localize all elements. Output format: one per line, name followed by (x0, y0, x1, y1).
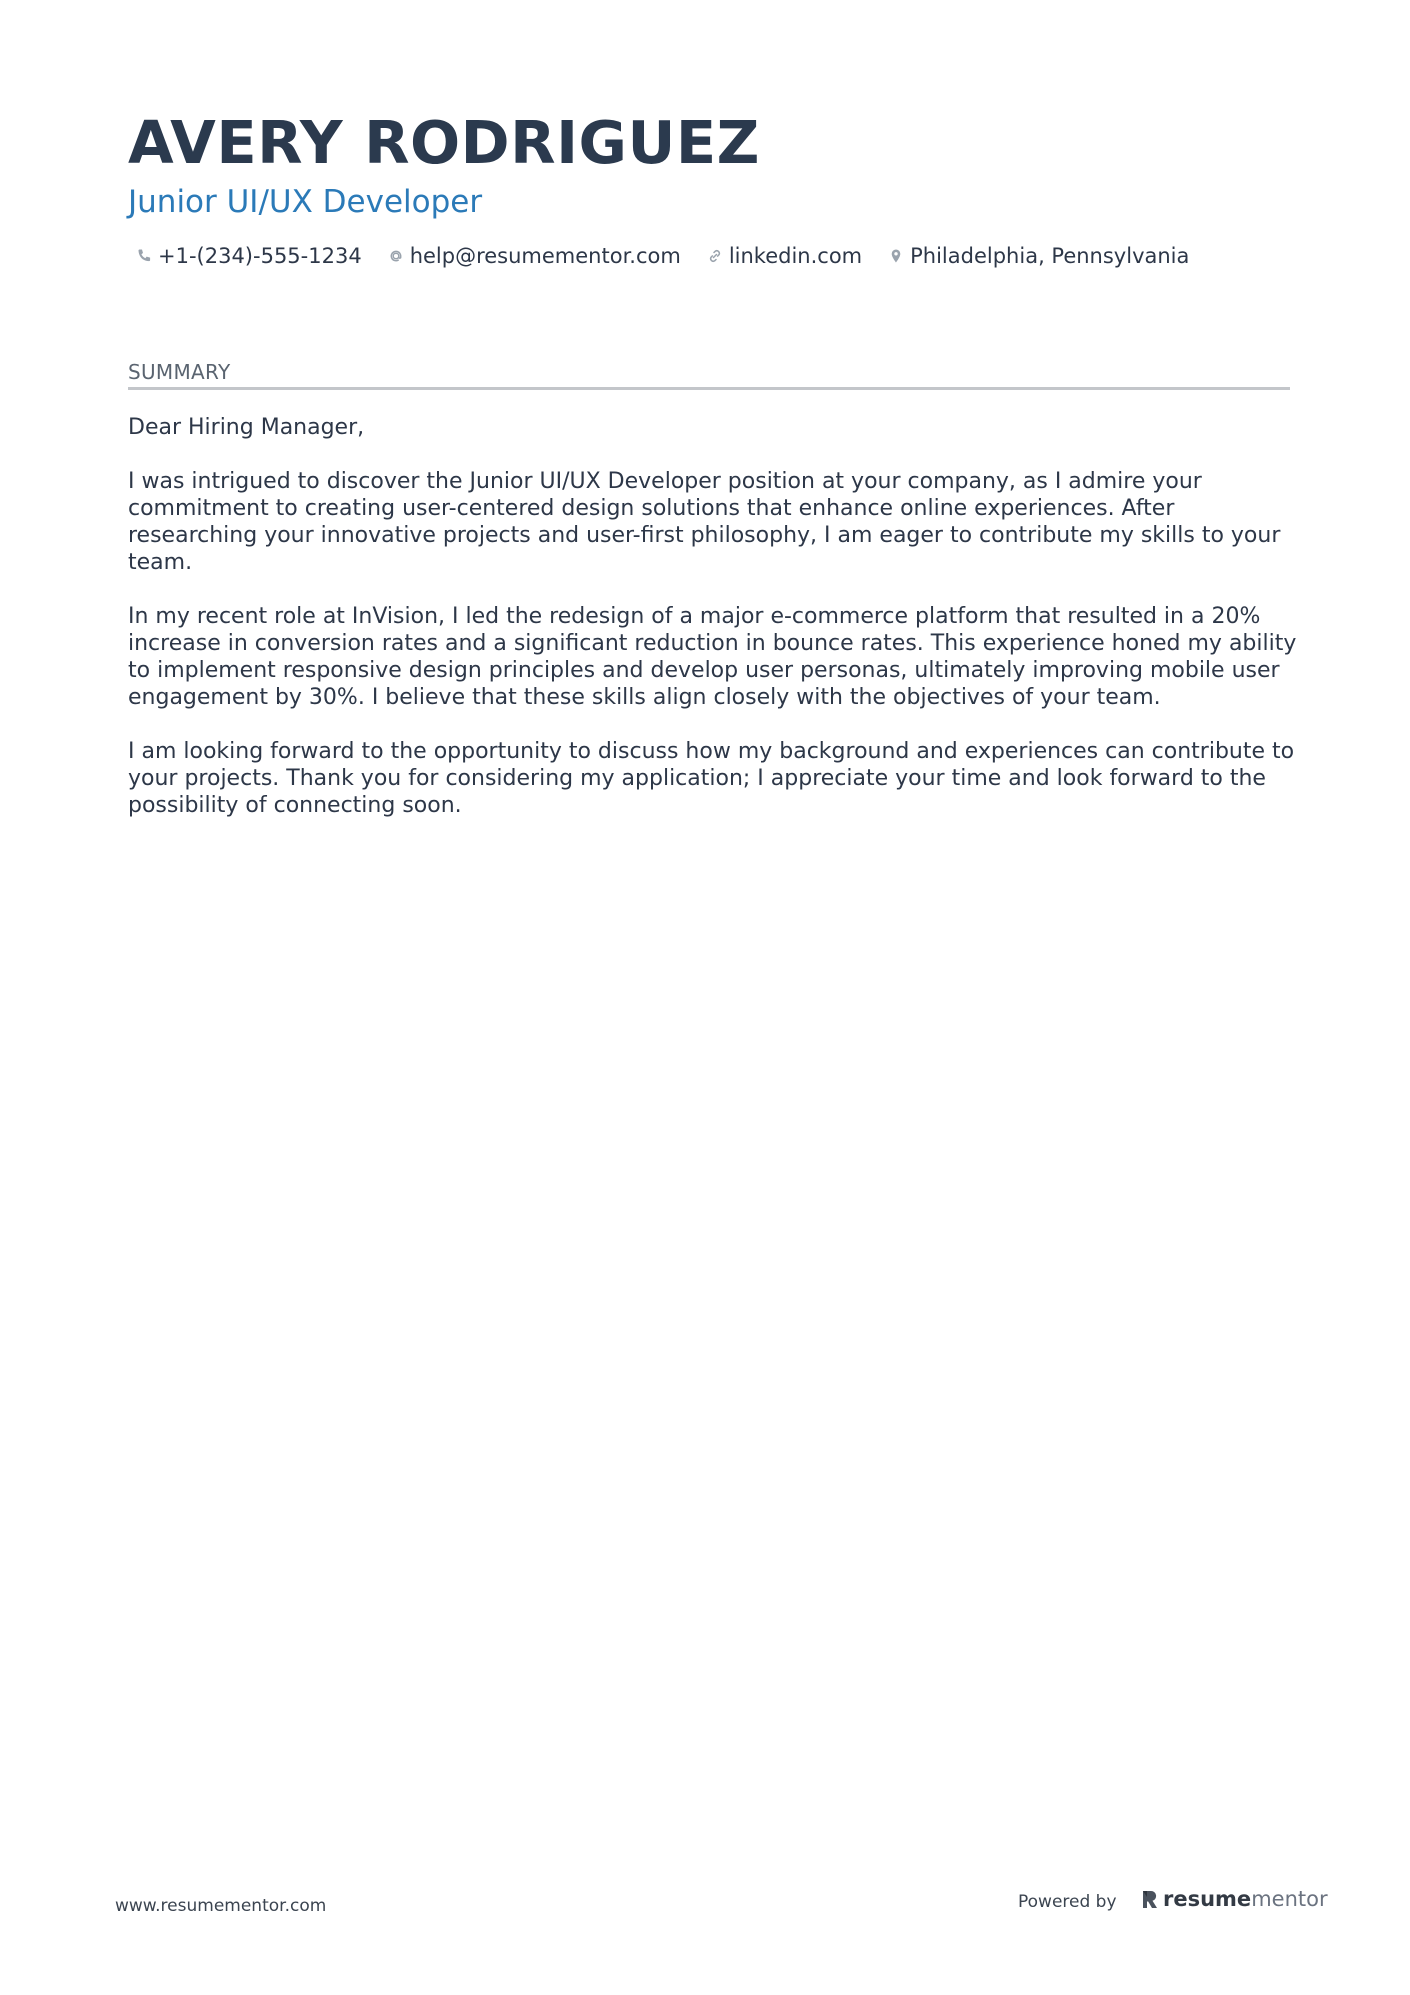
letter-body (128, 414, 1298, 846)
link-icon (707, 248, 723, 264)
letter-paragraph: I am looking forward to the opportunity to discuss how my background and experiences can contribute to your projects. Thank you for considering my application; I appreciate your time and look forward to the possibility of connecting soon. (128, 739, 1295, 818)
contact-location (888, 244, 1189, 268)
section-divider (128, 387, 1290, 390)
contact-linkedin-text: linkedin.com (728, 244, 863, 268)
letter-paragraph: In my recent role at InVision, I led the redesign of a major e-commerce platform that resulted in a 20% increase in conversion rates and a significant reduction in bounce rates. This experience honed my ability to implement responsive design principles and develop user personas, ultimately improving mobile user engagement by 30%. I believe that these skills align closely with the objectives of your team. (128, 604, 1297, 710)
job-title: Junior UI/UX Developer (128, 184, 483, 220)
contact-location-text: Philadelphia, Pennsylvania (910, 244, 1190, 268)
candidate-name: AVERY RODRIGUEZ (128, 108, 760, 177)
footer-website-link[interactable]: www.resumementor.com (115, 1896, 327, 1916)
contact-email[interactable] (388, 244, 681, 268)
at-icon (388, 248, 404, 264)
brand-name-light: mentor (1251, 1887, 1328, 1911)
section-title-summary: SUMMARY (128, 360, 231, 384)
brand-logo[interactable] (1141, 1887, 1328, 1911)
contact-email-text: help@resumementor.com (409, 244, 681, 268)
letter-greeting: Dear Hiring Manager, (128, 415, 365, 440)
contact-bar (136, 244, 1215, 268)
brand-name-bold: resume (1163, 1887, 1252, 1911)
letter-paragraph: I was intrigued to discover the Junior UI/UX Developer position at your company, as I admire your commitment to creating user-centered design solutions that enhance online experiences. After researching your innovative projects and user-first philosophy, I am eager to contribute my skills to your team. (128, 469, 1281, 575)
contact-phone-text: +1-(234)-555-1234 (158, 244, 362, 268)
powered-by-label: Powered by (1018, 1892, 1117, 1912)
location-pin-icon (888, 248, 904, 264)
contact-linkedin[interactable] (707, 244, 862, 268)
contact-phone[interactable] (136, 244, 362, 268)
phone-icon (136, 248, 152, 264)
brand-logo-icon (1141, 1888, 1159, 1910)
